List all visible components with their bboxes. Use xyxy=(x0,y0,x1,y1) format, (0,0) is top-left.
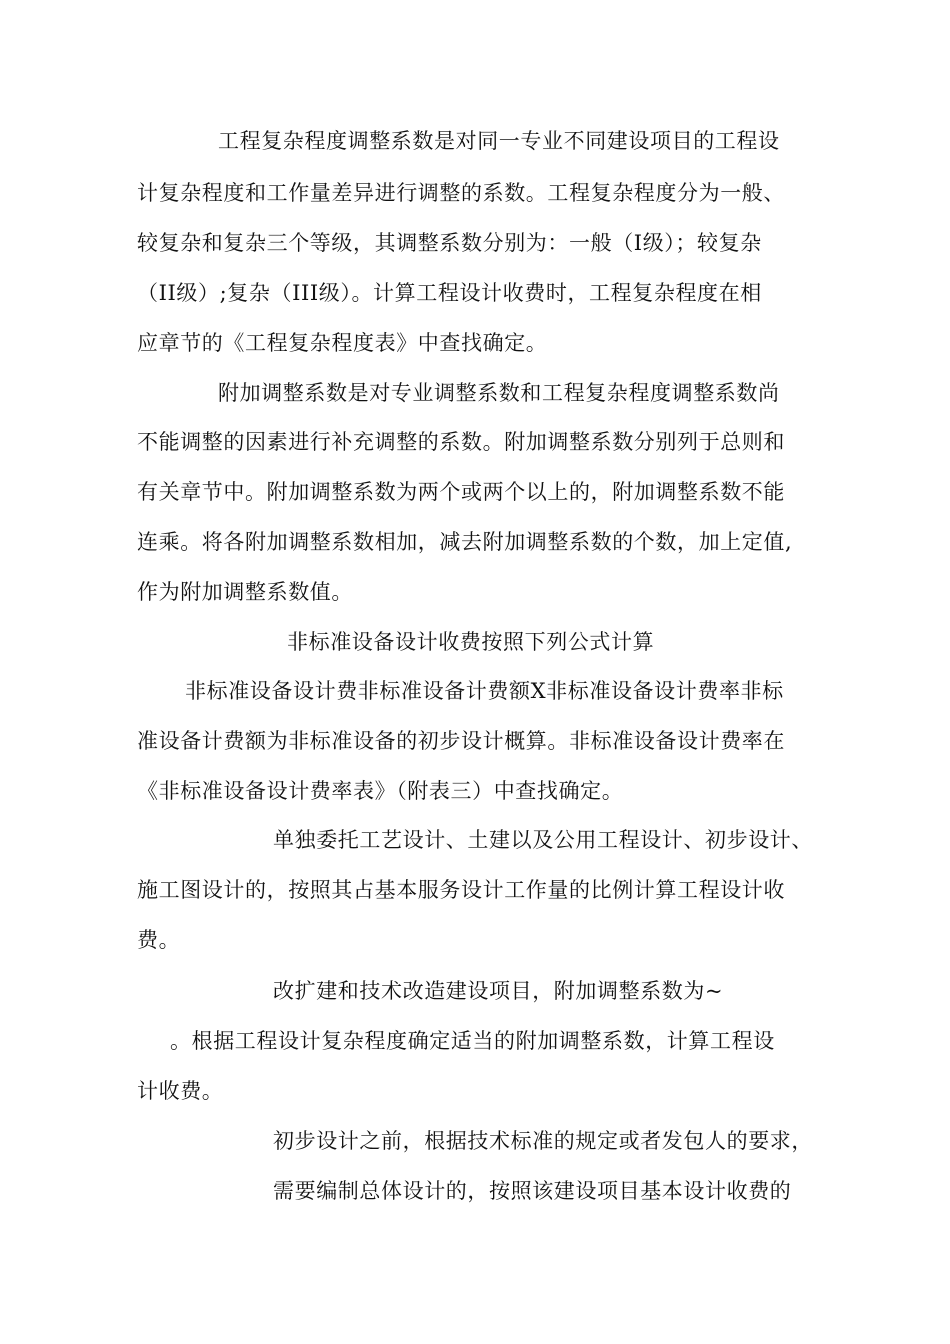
text-line: 改扩建和技术改造建设项目，附加调整系数为~ xyxy=(273,979,724,1003)
section-heading: 非标准设备设计收费按照下列公式计算 xyxy=(287,630,655,654)
text-line: 准设备计费额为非标准设备的初步设计概算。非标准设备设计费率在 xyxy=(137,729,785,753)
text-line: 需要编制总体设计的，按照该建设项目基本设计收费的 xyxy=(273,1179,792,1203)
text-line: 作为附加调整系数值。 xyxy=(137,580,353,604)
text-line: （II级）;复杂（III级）。计算工程设计收费时，工程复杂程度在相 xyxy=(137,281,762,305)
text-line: 初步设计之前，根据技术标准的规定或者发包人的要求， xyxy=(273,1129,813,1153)
text-line: 有关章节中。附加调整系数为两个或两个以上的，附加调整系数不能 xyxy=(137,480,785,504)
text-line: 单独委托工艺设计、土建以及公用工程设计、初步设计、 xyxy=(273,828,813,852)
text-line: 计收费。 xyxy=(137,1079,224,1103)
text-line: 计复杂程度和工作量差异进行调整的系数。工程复杂程度分为一般、 xyxy=(137,181,785,205)
text-line: 应章节的《工程复杂程度表》中查找确定。 xyxy=(137,331,548,355)
text-line: 工程复杂程度调整系数是对同一专业不同建设项目的工程设 xyxy=(218,129,780,153)
text-line: 非标准设备设计费非标准设备计费额X非标准设备设计费率非标 xyxy=(185,679,784,703)
text-line: 附加调整系数是对专业调整系数和工程复杂程度调整系数尚 xyxy=(218,381,780,405)
text-line: 《非标准设备设计费率表》（附表三）中查找确定。 xyxy=(137,779,624,803)
text-line: 费。 xyxy=(137,928,181,952)
text-line: 施工图设计的，按照其占基本服务设计工作量的比例计算工程设计收 xyxy=(137,878,785,902)
text-line: 。根据工程设计复杂程度确定适当的附加调整系数，计算工程设 xyxy=(170,1029,775,1053)
text-line: 连乘。将各附加调整系数相加，减去附加调整系数的个数，加上定值, xyxy=(137,530,793,554)
text-line: 不能调整的因素进行补充调整的系数。附加调整系数分别列于总则和 xyxy=(137,430,785,454)
text-line: 较复杂和复杂三个等级，其调整系数分别为：一般（I级）；较复杂 xyxy=(137,231,762,255)
